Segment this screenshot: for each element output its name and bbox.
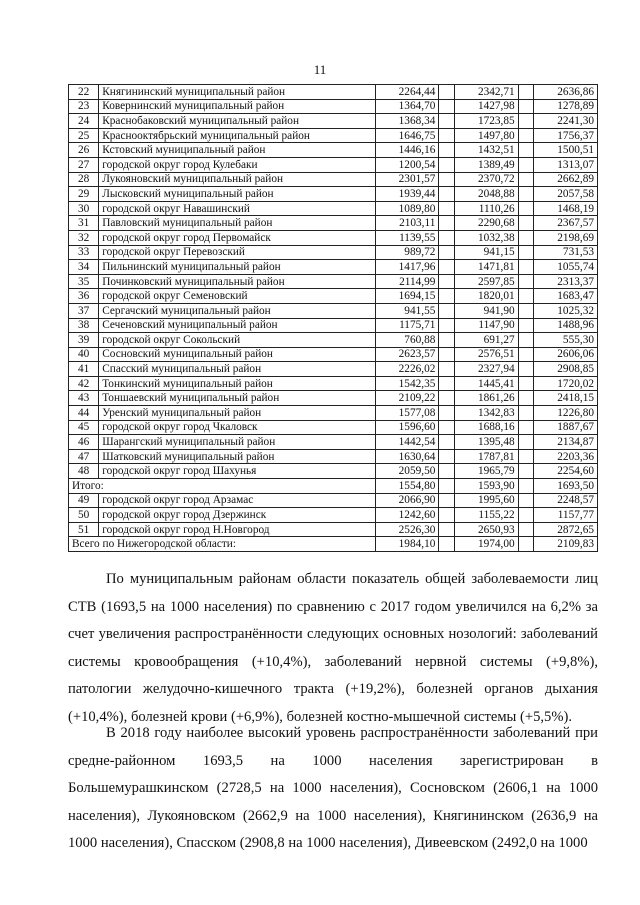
paragraph-1: По муниципальным районам области показатель общей заболеваемости лиц СТВ (1693,5 на 1000 населения) по сравнению с 2017 годом увеличился на 6,2% за счет увеличения распространённости следующих основных нозологий: заболеваний системы кровообращения (+10,4%), заболеваний нервной системы (+9,8%), патологии желудочно-кишечного тракта (+19,2%), болезней органов дыхания (+10,4%), болезней крови (+6,9%), болезней костно-мышечной системы (+5,5%). bbox=[68, 571, 598, 725]
district-name: Шатковский муниципальный район bbox=[99, 449, 375, 464]
column-gap bbox=[439, 522, 455, 537]
summary-row bbox=[69, 537, 598, 552]
value-2018: 1720,02 bbox=[534, 376, 598, 391]
table-row bbox=[69, 449, 598, 464]
value-2017: 1861,26 bbox=[455, 391, 519, 406]
value-2017: 1110,26 bbox=[455, 201, 519, 216]
district-name: Шарангский муниципальный район bbox=[99, 435, 375, 450]
value-2018: 1488,96 bbox=[534, 318, 598, 333]
value-2018: 2241,30 bbox=[534, 114, 598, 129]
column-gap bbox=[439, 128, 455, 143]
value-2017: 2650,93 bbox=[455, 522, 519, 537]
row-number: 34 bbox=[69, 260, 99, 275]
row-number: 48 bbox=[69, 464, 99, 479]
paragraph-1-block bbox=[68, 566, 598, 731]
value-2018: 2254,60 bbox=[534, 464, 598, 479]
column-gap bbox=[439, 420, 455, 435]
column-gap bbox=[439, 479, 455, 494]
value-2017: 2290,68 bbox=[455, 216, 519, 231]
value-2018: 2606,06 bbox=[534, 347, 598, 362]
value-2018: 2872,65 bbox=[534, 522, 598, 537]
value-2016: 2066,90 bbox=[375, 493, 439, 508]
row-number: 36 bbox=[69, 289, 99, 304]
value-2016: 2301,57 bbox=[375, 172, 439, 187]
value-2018: 2418,15 bbox=[534, 391, 598, 406]
row-number: 25 bbox=[69, 128, 99, 143]
column-gap bbox=[439, 508, 455, 523]
page-number: 11 bbox=[313, 62, 327, 77]
row-number: 26 bbox=[69, 143, 99, 158]
column-gap bbox=[518, 201, 534, 216]
table-row bbox=[69, 157, 598, 172]
value-2018: 2662,89 bbox=[534, 172, 598, 187]
column-gap bbox=[518, 333, 534, 348]
district-name: городской округ Семеновский bbox=[99, 289, 375, 304]
district-name: Спасский муниципальный район bbox=[99, 362, 375, 377]
value-2018: 1468,19 bbox=[534, 201, 598, 216]
column-gap bbox=[439, 376, 455, 391]
district-name: городской округ город Первомайск bbox=[99, 230, 375, 245]
value-2016: 1577,08 bbox=[375, 406, 439, 421]
summary-row bbox=[69, 479, 598, 494]
district-name: Пильнинский муниципальный район bbox=[99, 260, 375, 275]
column-gap bbox=[518, 230, 534, 245]
row-number: 49 bbox=[69, 493, 99, 508]
value-2017: 1688,16 bbox=[455, 420, 519, 435]
table-row bbox=[69, 347, 598, 362]
value-2018: 2134,87 bbox=[534, 435, 598, 450]
column-gap bbox=[439, 143, 455, 158]
district-morbidity-table bbox=[68, 84, 598, 552]
row-number: 47 bbox=[69, 449, 99, 464]
value-2017: 1820,01 bbox=[455, 289, 519, 304]
value-2016: 760,88 bbox=[375, 333, 439, 348]
value-2016: 1554,80 bbox=[375, 479, 439, 494]
row-number: 42 bbox=[69, 376, 99, 391]
value-2017: 2327,94 bbox=[455, 362, 519, 377]
value-2017: 1389,49 bbox=[455, 157, 519, 172]
value-2016: 989,72 bbox=[375, 245, 439, 260]
column-gap bbox=[439, 85, 455, 100]
table-row bbox=[69, 493, 598, 508]
value-2016: 1175,71 bbox=[375, 318, 439, 333]
value-2018: 2908,85 bbox=[534, 362, 598, 377]
value-2017: 1593,90 bbox=[455, 479, 519, 494]
district-name: Уренский муниципальный район bbox=[99, 406, 375, 421]
table-row bbox=[69, 143, 598, 158]
value-2018: 555,30 bbox=[534, 333, 598, 348]
value-2016: 1939,44 bbox=[375, 187, 439, 202]
column-gap bbox=[439, 172, 455, 187]
value-2017: 1471,81 bbox=[455, 260, 519, 275]
value-2016: 1139,55 bbox=[375, 230, 439, 245]
district-name: городской округ город Арзамас bbox=[99, 493, 375, 508]
paragraph-2: В 2018 году наиболее высокий уровень распространённости заболеваний при средне-районном 1693,5 на 1000 населения зарегистрирован в Большемурашкинском (2728,5 на 1000 населения), Сосновском (2606,1 на 1000 населения), Лукояновском (2662,9 на 1000 населения), Княгининском (2636,9 на 1000 населения), Спасском (2908,8 на 1000 населения), Дивеевском (2492,0 на 1000 bbox=[68, 725, 598, 851]
district-name: городской округ Навашинский bbox=[99, 201, 375, 216]
column-gap bbox=[518, 449, 534, 464]
column-gap bbox=[439, 464, 455, 479]
value-2018: 1683,47 bbox=[534, 289, 598, 304]
value-2016: 2114,99 bbox=[375, 274, 439, 289]
column-gap bbox=[518, 522, 534, 537]
column-gap bbox=[518, 114, 534, 129]
value-2017: 941,90 bbox=[455, 303, 519, 318]
column-gap bbox=[439, 435, 455, 450]
value-2016: 2109,22 bbox=[375, 391, 439, 406]
value-2016: 1242,60 bbox=[375, 508, 439, 523]
value-2017: 1342,83 bbox=[455, 406, 519, 421]
paragraph-2-block bbox=[68, 720, 598, 858]
value-2016: 1984,10 bbox=[375, 537, 439, 552]
column-gap bbox=[518, 274, 534, 289]
value-2017: 1155,22 bbox=[455, 508, 519, 523]
column-gap bbox=[439, 493, 455, 508]
value-2018: 1025,32 bbox=[534, 303, 598, 318]
column-gap bbox=[439, 303, 455, 318]
value-2018: 2203,36 bbox=[534, 449, 598, 464]
value-2017: 2342,71 bbox=[455, 85, 519, 100]
value-2018: 1157,77 bbox=[534, 508, 598, 523]
value-2017: 1965,79 bbox=[455, 464, 519, 479]
column-gap bbox=[518, 303, 534, 318]
column-gap bbox=[439, 318, 455, 333]
column-gap bbox=[439, 333, 455, 348]
row-number: 24 bbox=[69, 114, 99, 129]
summary-label: Итого: bbox=[69, 479, 376, 494]
summary-label: Всего по Нижегородской области: bbox=[69, 537, 376, 552]
value-2016: 1200,54 bbox=[375, 157, 439, 172]
column-gap bbox=[518, 157, 534, 172]
table-row bbox=[69, 362, 598, 377]
row-number: 37 bbox=[69, 303, 99, 318]
table-row bbox=[69, 114, 598, 129]
value-2016: 1542,35 bbox=[375, 376, 439, 391]
value-2017: 2370,72 bbox=[455, 172, 519, 187]
value-2017: 1147,90 bbox=[455, 318, 519, 333]
column-gap bbox=[518, 245, 534, 260]
value-2016: 2059,50 bbox=[375, 464, 439, 479]
column-gap bbox=[439, 362, 455, 377]
value-2017: 1445,41 bbox=[455, 376, 519, 391]
column-gap bbox=[439, 245, 455, 260]
column-gap bbox=[518, 143, 534, 158]
district-name: городской округ город Кулебаки bbox=[99, 157, 375, 172]
value-2016: 2623,57 bbox=[375, 347, 439, 362]
row-number: 40 bbox=[69, 347, 99, 362]
district-name: Краснобаковский муниципальный район bbox=[99, 114, 375, 129]
value-2017: 2597,85 bbox=[455, 274, 519, 289]
column-gap bbox=[439, 99, 455, 114]
column-gap bbox=[518, 376, 534, 391]
row-number: 29 bbox=[69, 187, 99, 202]
value-2016: 941,55 bbox=[375, 303, 439, 318]
value-2018: 1500,51 bbox=[534, 143, 598, 158]
value-2016: 1442,54 bbox=[375, 435, 439, 450]
table-row bbox=[69, 260, 598, 275]
value-2017: 941,15 bbox=[455, 245, 519, 260]
column-gap bbox=[518, 479, 534, 494]
table-row bbox=[69, 289, 598, 304]
column-gap bbox=[518, 493, 534, 508]
column-gap bbox=[439, 157, 455, 172]
column-gap bbox=[439, 289, 455, 304]
table-row bbox=[69, 187, 598, 202]
value-2016: 1089,80 bbox=[375, 201, 439, 216]
table-row bbox=[69, 318, 598, 333]
district-name: Сергачский муниципальный район bbox=[99, 303, 375, 318]
column-gap bbox=[518, 406, 534, 421]
table-row bbox=[69, 201, 598, 216]
row-number: 30 bbox=[69, 201, 99, 216]
table-row bbox=[69, 508, 598, 523]
value-2018: 2636,86 bbox=[534, 85, 598, 100]
table-row bbox=[69, 406, 598, 421]
value-2018: 2198,69 bbox=[534, 230, 598, 245]
district-name: Починковский муниципальный район bbox=[99, 274, 375, 289]
column-gap bbox=[518, 216, 534, 231]
value-2016: 2264,44 bbox=[375, 85, 439, 100]
value-2018: 1278,89 bbox=[534, 99, 598, 114]
value-2016: 1630,64 bbox=[375, 449, 439, 464]
value-2018: 2109,83 bbox=[534, 537, 598, 552]
district-name: городской округ Перевозский bbox=[99, 245, 375, 260]
column-gap bbox=[518, 464, 534, 479]
column-gap bbox=[518, 420, 534, 435]
row-number: 50 bbox=[69, 508, 99, 523]
column-gap bbox=[439, 114, 455, 129]
table-row bbox=[69, 376, 598, 391]
table-row bbox=[69, 128, 598, 143]
row-number: 22 bbox=[69, 85, 99, 100]
value-2017: 1723,85 bbox=[455, 114, 519, 129]
row-number: 35 bbox=[69, 274, 99, 289]
column-gap bbox=[439, 230, 455, 245]
column-gap bbox=[439, 274, 455, 289]
table-row bbox=[69, 99, 598, 114]
table-row bbox=[69, 245, 598, 260]
value-2016: 2226,02 bbox=[375, 362, 439, 377]
column-gap bbox=[439, 406, 455, 421]
value-2017: 1497,80 bbox=[455, 128, 519, 143]
value-2017: 2048,88 bbox=[455, 187, 519, 202]
value-2018: 1055,74 bbox=[534, 260, 598, 275]
value-2016: 2526,30 bbox=[375, 522, 439, 537]
row-number: 38 bbox=[69, 318, 99, 333]
table-row bbox=[69, 391, 598, 406]
value-2016: 2103,11 bbox=[375, 216, 439, 231]
column-gap bbox=[518, 99, 534, 114]
column-gap bbox=[518, 187, 534, 202]
column-gap bbox=[439, 201, 455, 216]
value-2017: 691,27 bbox=[455, 333, 519, 348]
district-name: Сеченовский муниципальный район bbox=[99, 318, 375, 333]
row-number: 43 bbox=[69, 391, 99, 406]
district-name: городской округ город Шахунья bbox=[99, 464, 375, 479]
value-2018: 1313,07 bbox=[534, 157, 598, 172]
value-2017: 2576,51 bbox=[455, 347, 519, 362]
district-name: городской округ Сокольский bbox=[99, 333, 375, 348]
district-name: Кстовский муниципальный район bbox=[99, 143, 375, 158]
value-2017: 1974,00 bbox=[455, 537, 519, 552]
row-number: 39 bbox=[69, 333, 99, 348]
row-number: 23 bbox=[69, 99, 99, 114]
table-row bbox=[69, 464, 598, 479]
table-row bbox=[69, 522, 598, 537]
table-row bbox=[69, 172, 598, 187]
district-name: Тоншаевский муниципальный район bbox=[99, 391, 375, 406]
column-gap bbox=[518, 260, 534, 275]
row-number: 51 bbox=[69, 522, 99, 537]
value-2017: 1995,60 bbox=[455, 493, 519, 508]
row-number: 28 bbox=[69, 172, 99, 187]
district-name: городской округ город Н.Новгород bbox=[99, 522, 375, 537]
value-2018: 1887,67 bbox=[534, 420, 598, 435]
column-gap bbox=[518, 537, 534, 552]
value-2018: 2057,58 bbox=[534, 187, 598, 202]
column-gap bbox=[518, 318, 534, 333]
value-2017: 1395,48 bbox=[455, 435, 519, 450]
district-name: Лукояновский муниципальный район bbox=[99, 172, 375, 187]
column-gap bbox=[518, 85, 534, 100]
value-2017: 1427,98 bbox=[455, 99, 519, 114]
table-row bbox=[69, 303, 598, 318]
value-2018: 1756,37 bbox=[534, 128, 598, 143]
district-name: Ковернинский муниципальный район bbox=[99, 99, 375, 114]
district-name: городской округ город Дзержинск bbox=[99, 508, 375, 523]
value-2017: 1787,81 bbox=[455, 449, 519, 464]
value-2016: 1694,15 bbox=[375, 289, 439, 304]
table-row bbox=[69, 230, 598, 245]
value-2016: 1596,60 bbox=[375, 420, 439, 435]
row-number: 27 bbox=[69, 157, 99, 172]
value-2016: 1364,70 bbox=[375, 99, 439, 114]
table-row bbox=[69, 420, 598, 435]
row-number: 41 bbox=[69, 362, 99, 377]
value-2018: 1693,50 bbox=[534, 479, 598, 494]
row-number: 44 bbox=[69, 406, 99, 421]
district-name: Тонкинский муниципальный район bbox=[99, 376, 375, 391]
row-number: 32 bbox=[69, 230, 99, 245]
value-2018: 2313,37 bbox=[534, 274, 598, 289]
column-gap bbox=[518, 508, 534, 523]
value-2017: 1432,51 bbox=[455, 143, 519, 158]
district-name: Павловский муниципальный район bbox=[99, 216, 375, 231]
column-gap bbox=[518, 347, 534, 362]
district-name: Княгининский муниципальный район bbox=[99, 85, 375, 100]
table-row bbox=[69, 435, 598, 450]
column-gap bbox=[518, 391, 534, 406]
value-2018: 1226,80 bbox=[534, 406, 598, 421]
row-number: 33 bbox=[69, 245, 99, 260]
row-number: 45 bbox=[69, 420, 99, 435]
row-number: 46 bbox=[69, 435, 99, 450]
column-gap bbox=[518, 128, 534, 143]
table-row bbox=[69, 333, 598, 348]
value-2016: 1368,34 bbox=[375, 114, 439, 129]
column-gap bbox=[518, 172, 534, 187]
column-gap bbox=[518, 362, 534, 377]
column-gap bbox=[439, 216, 455, 231]
district-name: Лысковский муниципальный район bbox=[99, 187, 375, 202]
row-number: 31 bbox=[69, 216, 99, 231]
column-gap bbox=[518, 435, 534, 450]
value-2018: 731,53 bbox=[534, 245, 598, 260]
column-gap bbox=[439, 391, 455, 406]
column-gap bbox=[439, 449, 455, 464]
table-row bbox=[69, 85, 598, 100]
column-gap bbox=[439, 260, 455, 275]
value-2018: 2367,57 bbox=[534, 216, 598, 231]
district-name: Сосновский муниципальный район bbox=[99, 347, 375, 362]
value-2017: 1032,38 bbox=[455, 230, 519, 245]
column-gap bbox=[439, 187, 455, 202]
column-gap bbox=[518, 289, 534, 304]
value-2016: 1446,16 bbox=[375, 143, 439, 158]
column-gap bbox=[439, 347, 455, 362]
table-body bbox=[69, 85, 598, 552]
value-2016: 1417,96 bbox=[375, 260, 439, 275]
district-name: городской округ город Чкаловск bbox=[99, 420, 375, 435]
table-row bbox=[69, 216, 598, 231]
district-name: Краснооктябрьский муниципальный район bbox=[99, 128, 375, 143]
value-2018: 2248,57 bbox=[534, 493, 598, 508]
column-gap bbox=[439, 537, 455, 552]
value-2016: 1646,75 bbox=[375, 128, 439, 143]
table-row bbox=[69, 274, 598, 289]
